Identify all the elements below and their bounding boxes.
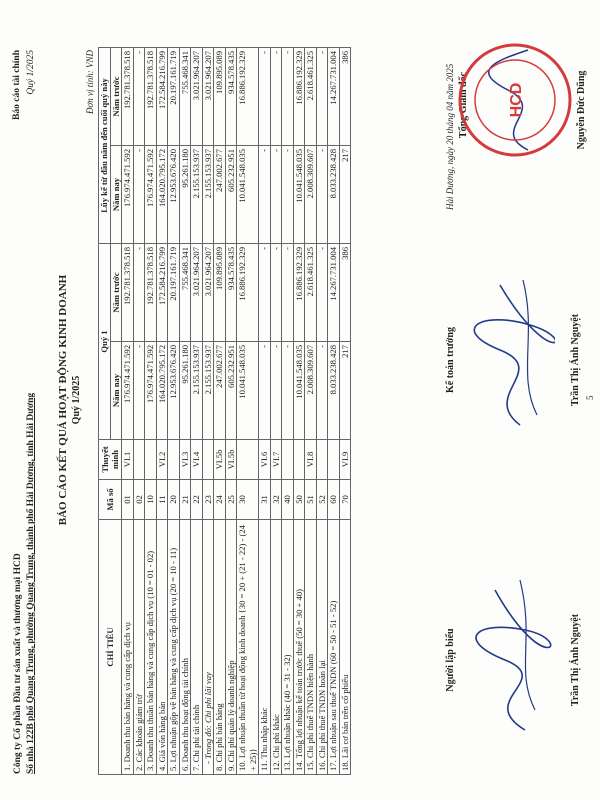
row-item: 7. Chi phí tài chính bbox=[191, 520, 203, 775]
row-note bbox=[145, 440, 157, 480]
report-subtitle: Quý 1/2025 bbox=[71, 375, 82, 425]
row-note bbox=[282, 440, 294, 480]
row-item: 2. Các khoản giảm trừ bbox=[133, 520, 145, 775]
row-quarter-this-year: - bbox=[282, 342, 294, 440]
row-ytd-this-year: 2.008.309.607 bbox=[305, 146, 317, 244]
row-ytd-last-year: 386 bbox=[339, 48, 351, 146]
row-item: 13. Lợi nhuận khác (40 = 31 - 32) bbox=[282, 520, 294, 775]
row-note bbox=[237, 440, 259, 480]
row-quarter-this-year: - bbox=[270, 342, 282, 440]
row-note: VI.9 bbox=[339, 440, 351, 480]
row-code: 70 bbox=[339, 480, 351, 520]
row-ytd-last-year: - bbox=[259, 48, 271, 146]
table-body bbox=[122, 48, 351, 775]
col-header-code: Mã số bbox=[99, 480, 122, 520]
row-ytd-this-year: 95.261.180 bbox=[179, 146, 191, 244]
row-ytd-this-year: 247.002.677 bbox=[214, 146, 226, 244]
company-name: Công ty Cổ phần Đầu tư sản xuất và thương mại HCD bbox=[13, 553, 23, 774]
table-row bbox=[282, 48, 294, 775]
row-note bbox=[328, 440, 340, 480]
row-code: 31 bbox=[259, 480, 271, 520]
accountant-signature-icon bbox=[465, 270, 555, 440]
income-statement-table bbox=[98, 47, 351, 775]
row-ytd-last-year: 192.781.378.518 bbox=[122, 48, 134, 146]
table-row bbox=[145, 48, 157, 775]
row-item: 14. Tổng lợi nhuận kế toán trước thuế (50 = 30 + 40) bbox=[293, 520, 305, 775]
row-ytd-this-year: 12.953.676.420 bbox=[168, 146, 180, 244]
row-ytd-this-year: - bbox=[259, 146, 271, 244]
row-ytd-last-year: - bbox=[133, 48, 145, 146]
row-code: 30 bbox=[237, 480, 259, 520]
row-ytd-this-year: 10.041.548.035 bbox=[293, 146, 305, 244]
table-row bbox=[122, 48, 134, 775]
col-header-this-year: Năm nay bbox=[110, 342, 122, 440]
row-ytd-last-year: 934.578.435 bbox=[225, 48, 237, 146]
row-quarter-this-year: 10.041.548.035 bbox=[293, 342, 305, 440]
row-code: 52 bbox=[316, 480, 328, 520]
row-ytd-last-year: 192.781.378.518 bbox=[145, 48, 157, 146]
table-row bbox=[179, 48, 191, 775]
row-ytd-this-year: 10.041.548.035 bbox=[237, 146, 259, 244]
row-code: 01 bbox=[122, 480, 134, 520]
signature-accountant bbox=[445, 313, 581, 407]
row-quarter-this-year: - bbox=[133, 342, 145, 440]
row-code: 21 bbox=[179, 480, 191, 520]
row-item: 10. Lợi nhuận thuần từ hoạt động kinh doanh {30 = 20 + (21 - 22) - (24 + 25)} bbox=[237, 520, 259, 775]
row-ytd-this-year: - bbox=[282, 146, 294, 244]
table-row bbox=[316, 48, 328, 775]
row-note: VI.5b bbox=[225, 440, 237, 480]
row-note: VI.6 bbox=[259, 440, 271, 480]
svg-text:HCD: HCD bbox=[508, 82, 525, 118]
page-number: 5 bbox=[585, 395, 595, 400]
row-item: 11. Thu nhập khác bbox=[259, 520, 271, 775]
row-note: VI.8 bbox=[305, 440, 317, 480]
row-quarter-this-year: 8.033.238.428 bbox=[328, 342, 340, 440]
company-address: Số nhà 122B phố Quang Trung, phường Quang Trung, thành phố Hải Dương, tỉnh Hải Dương bbox=[26, 392, 36, 774]
signature-preparer bbox=[445, 613, 581, 707]
row-quarter-last-year: 386 bbox=[339, 244, 351, 342]
row-note: VI.7 bbox=[270, 440, 282, 480]
row-code: 50 bbox=[293, 480, 305, 520]
row-quarter-this-year: 95.261.180 bbox=[179, 342, 191, 440]
row-item: 9. Chi phí quản lý doanh nghiệp bbox=[225, 520, 237, 775]
row-quarter-last-year: 16.886.192.329 bbox=[237, 244, 259, 342]
row-quarter-last-year: 16.886.192.329 bbox=[293, 244, 305, 342]
table-row bbox=[133, 48, 145, 775]
report-period: Quý 1/2025 bbox=[26, 50, 36, 95]
row-quarter-this-year: 12.953.676.420 bbox=[168, 342, 180, 440]
col-header-ytd-this-year: Năm nay bbox=[110, 146, 122, 244]
row-ytd-last-year: 3.021.964.207 bbox=[191, 48, 203, 146]
company-header bbox=[12, 393, 38, 774]
row-ytd-last-year: 14.267.731.004 bbox=[328, 48, 340, 146]
table-row bbox=[225, 48, 237, 775]
row-code: 23 bbox=[202, 480, 214, 520]
row-note bbox=[133, 440, 145, 480]
row-quarter-this-year: - bbox=[316, 342, 328, 440]
row-quarter-this-year: 176.974.471.592 bbox=[122, 342, 134, 440]
row-quarter-last-year: - bbox=[270, 244, 282, 342]
row-quarter-this-year: 2.008.309.607 bbox=[305, 342, 317, 440]
row-code: 32 bbox=[270, 480, 282, 520]
row-ytd-last-year: 16.886.192.329 bbox=[293, 48, 305, 146]
row-note: VI.3 bbox=[179, 440, 191, 480]
row-item: 4. Giá vốn hàng bán bbox=[156, 520, 168, 775]
table-row bbox=[168, 48, 180, 775]
row-code: 51 bbox=[305, 480, 317, 520]
row-code: 02 bbox=[133, 480, 145, 520]
row-note bbox=[293, 440, 305, 480]
preparer-name: Trần Thị Ánh Nguyệt bbox=[570, 613, 581, 707]
report-title: BÁO CÁO KẾT QUẢ HOẠT ĐỘNG KINH DOANH bbox=[57, 274, 69, 526]
row-code: 20 bbox=[168, 480, 180, 520]
row-quarter-last-year: 20.197.161.719 bbox=[168, 244, 180, 342]
table-row bbox=[202, 48, 214, 775]
preparer-signature-icon bbox=[465, 570, 555, 740]
row-code: 40 bbox=[282, 480, 294, 520]
row-quarter-last-year: 192.781.378.518 bbox=[122, 244, 134, 342]
table-row bbox=[339, 48, 351, 775]
row-ytd-this-year: 176.974.471.592 bbox=[122, 146, 134, 244]
row-ytd-last-year: - bbox=[270, 48, 282, 146]
col-header-quarter: Quý 1 bbox=[99, 244, 111, 440]
row-ytd-this-year: 8.033.238.428 bbox=[328, 146, 340, 244]
row-item: 1. Doanh thu bán hàng và cung cấp dịch vụ bbox=[122, 520, 134, 775]
row-code: 60 bbox=[328, 480, 340, 520]
row-ytd-this-year: - bbox=[316, 146, 328, 244]
director-title: Tổng Giám đốc bbox=[458, 71, 469, 139]
row-ytd-last-year: - bbox=[282, 48, 294, 146]
accountant-name: Trần Thị Ánh Nguyệt bbox=[570, 313, 581, 407]
row-ytd-last-year: 109.895.089 bbox=[214, 48, 226, 146]
company-seal-icon bbox=[455, 40, 575, 160]
row-item: 8. Chi phí bán hàng bbox=[214, 520, 226, 775]
row-quarter-last-year: 3.021.964.207 bbox=[191, 244, 203, 342]
col-header-ytd: Lũy kế từ đầu năm đến cuối quý này bbox=[99, 48, 111, 244]
row-quarter-this-year: 605.232.951 bbox=[225, 342, 237, 440]
row-ytd-this-year: 164.020.795.172 bbox=[156, 146, 168, 244]
row-quarter-this-year: - bbox=[259, 342, 271, 440]
row-ytd-last-year: 755.468.341 bbox=[179, 48, 191, 146]
row-quarter-last-year: - bbox=[133, 244, 145, 342]
table-row bbox=[214, 48, 226, 775]
col-header-item: CHỈ TIÊU bbox=[99, 520, 122, 775]
row-quarter-last-year: 172.584.216.799 bbox=[156, 244, 168, 342]
row-note bbox=[316, 440, 328, 480]
row-code: 10 bbox=[145, 480, 157, 520]
row-item: 6. Doanh thu hoạt động tài chính bbox=[179, 520, 191, 775]
row-item: 12. Chi phí khác bbox=[270, 520, 282, 775]
row-code: 25 bbox=[225, 480, 237, 520]
col-header-ytd-last-year: Năm trước bbox=[110, 48, 122, 146]
row-item: 5. Lợi nhuận gộp về bán hàng và cung cấp dịch vụ (20 = 10 - 11) bbox=[168, 520, 180, 775]
table-row bbox=[259, 48, 271, 775]
preparer-title: Người lập biểu bbox=[445, 628, 456, 692]
row-quarter-last-year: 109.895.089 bbox=[214, 244, 226, 342]
row-item: 16. Chi phí thuế TNDN hoãn lại bbox=[316, 520, 328, 775]
col-header-note: Thuyết minh bbox=[99, 440, 122, 480]
report-title-block bbox=[56, 0, 84, 800]
row-note: VI.2 bbox=[156, 440, 168, 480]
row-note: VI.1 bbox=[122, 440, 134, 480]
row-ytd-this-year: 605.232.951 bbox=[225, 146, 237, 244]
row-note: VI.5b bbox=[214, 440, 226, 480]
col-header-last-year: Năm trước bbox=[110, 244, 122, 342]
row-ytd-this-year: 176.974.471.592 bbox=[145, 146, 157, 244]
row-item: - Trong đó: Chi phí lãi vay bbox=[202, 520, 214, 775]
row-quarter-this-year: 247.002.677 bbox=[214, 342, 226, 440]
row-quarter-last-year: 755.468.341 bbox=[179, 244, 191, 342]
row-code: 11 bbox=[156, 480, 168, 520]
row-note: VI.4 bbox=[191, 440, 203, 480]
table-row bbox=[328, 48, 340, 775]
row-ytd-this-year: - bbox=[133, 146, 145, 244]
row-quarter-this-year: 2.155.153.937 bbox=[202, 342, 214, 440]
report-type: Báo cáo tài chính bbox=[12, 50, 22, 120]
row-ytd-this-year: 2.155.153.937 bbox=[191, 146, 203, 244]
row-ytd-last-year: 2.618.461.325 bbox=[305, 48, 317, 146]
row-code: 24 bbox=[214, 480, 226, 520]
row-note bbox=[168, 440, 180, 480]
row-ytd-last-year: - bbox=[316, 48, 328, 146]
row-quarter-last-year: 14.267.731.004 bbox=[328, 244, 340, 342]
row-ytd-last-year: 16.886.192.329 bbox=[237, 48, 259, 146]
table-row bbox=[156, 48, 168, 775]
table-row bbox=[305, 48, 317, 775]
table-row bbox=[191, 48, 203, 775]
row-ytd-last-year: 20.197.161.719 bbox=[168, 48, 180, 146]
row-quarter-this-year: 217 bbox=[339, 342, 351, 440]
row-note bbox=[202, 440, 214, 480]
row-quarter-last-year: 2.618.461.325 bbox=[305, 244, 317, 342]
row-quarter-last-year: - bbox=[316, 244, 328, 342]
row-item: 18. Lãi cơ bản trên cổ phiếu bbox=[339, 520, 351, 775]
table-row bbox=[237, 48, 259, 775]
row-item: 3. Doanh thu thuần bán hàng và cung cấp dịch vụ (10 = 01 - 02) bbox=[145, 520, 157, 775]
row-quarter-this-year: 2.155.153.937 bbox=[191, 342, 203, 440]
row-code: 22 bbox=[191, 480, 203, 520]
row-ytd-this-year: 217 bbox=[339, 146, 351, 244]
signing-date: Hải Dương, ngày 20 tháng 04 năm 2025 bbox=[445, 63, 455, 210]
row-ytd-this-year: - bbox=[270, 146, 282, 244]
row-ytd-last-year: 172.584.216.799 bbox=[156, 48, 168, 146]
row-quarter-this-year: 10.041.548.035 bbox=[237, 342, 259, 440]
table-row bbox=[293, 48, 305, 775]
table-row bbox=[270, 48, 282, 775]
row-quarter-last-year: - bbox=[259, 244, 271, 342]
row-ytd-last-year: 3.021.964.207 bbox=[202, 48, 214, 146]
row-quarter-last-year: 192.781.378.518 bbox=[145, 244, 157, 342]
accountant-title: Kế toán trưởng bbox=[445, 327, 456, 393]
report-type-header bbox=[10, 50, 38, 120]
row-quarter-this-year: 176.974.471.592 bbox=[145, 342, 157, 440]
currency-unit: Đơn vị tính: VND bbox=[85, 50, 95, 115]
row-item: 17. Lợi nhuận sau thuế TNDN (60 = 50 - 51 - 52) bbox=[328, 520, 340, 775]
row-quarter-last-year: 3.021.964.207 bbox=[202, 244, 214, 342]
row-ytd-this-year: 2.155.153.937 bbox=[202, 146, 214, 244]
row-quarter-last-year: - bbox=[282, 244, 294, 342]
row-item: 15. Chi phí thuế TNDN hiện hành bbox=[305, 520, 317, 775]
row-quarter-this-year: 164.020.795.172 bbox=[156, 342, 168, 440]
director-name: Nguyễn Đức Dũng bbox=[576, 70, 587, 150]
row-quarter-last-year: 934.578.435 bbox=[225, 244, 237, 342]
